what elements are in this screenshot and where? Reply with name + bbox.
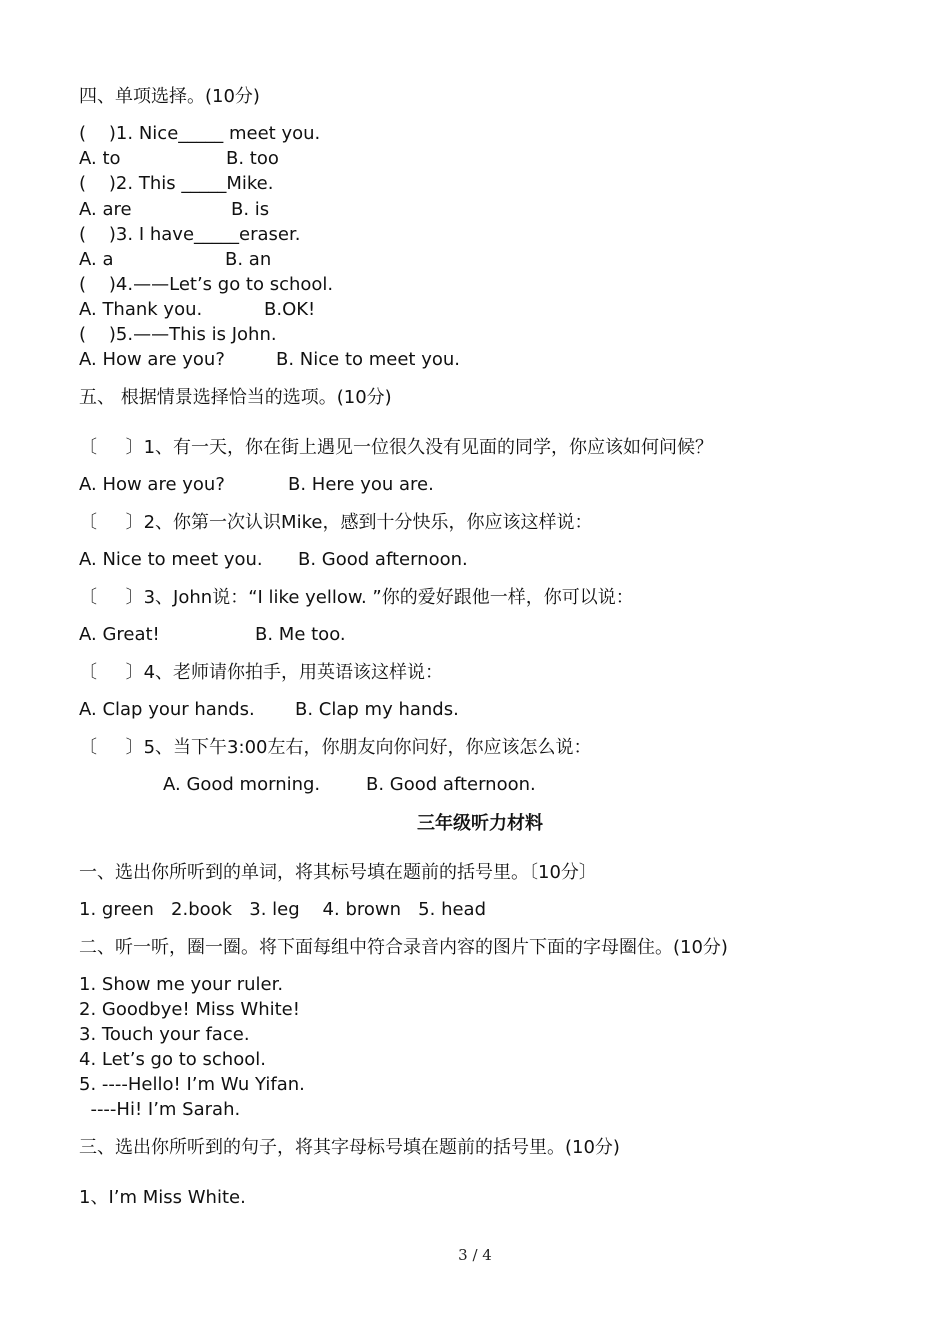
option-a: A. Great! [79, 624, 160, 645]
s4-q3: ( )3. I have_____eraser. [79, 224, 301, 245]
s5-q1: 〔 〕1、有一天，你在街上遇见一位很久没有见面的同学，你应该如何问候？ [79, 437, 714, 458]
listening-part-2-line: 3. Touch your face. [79, 1024, 250, 1045]
listening-part-2-line: 2. Goodbye! Miss White! [79, 999, 300, 1020]
listening-part-1-words: 1. green 2.book 3. leg 4. brown 5. head [79, 899, 487, 920]
option-b: B. Nice to meet you. [276, 349, 460, 370]
s4-q1-options [79, 147, 279, 171]
s4-q2-options [79, 198, 269, 222]
s5-q1-options [79, 473, 434, 497]
s4-q5: ( )5.——This is John. [79, 324, 277, 345]
option-b: B. Good afternoon. [298, 549, 468, 570]
option-a: A. How are you? [79, 349, 225, 370]
option-a: A. Nice to meet you. [79, 549, 263, 570]
s5-q5: 〔 〕5、当下午3:00左右，你朋友向你问好，你应该怎么说： [79, 737, 592, 758]
option-a: A. Good morning. [163, 774, 321, 795]
section-4-title: 四、单项选择。(10分) [79, 86, 260, 107]
s5-q3: 〔 〕3、John说：“I like yellow. ”你的爱好跟他一样，你可以说： [79, 587, 634, 608]
option-a: A. are [79, 199, 132, 220]
s5-q4-options [79, 698, 459, 722]
listening-part-3-title: 三、选出你所听到的句子，将其字母标号填在题前的括号里。(10分) [79, 1137, 620, 1158]
option-b: B. Good afternoon. [366, 774, 536, 795]
option-a: A. Thank you. [79, 299, 203, 320]
option-b: B. is [231, 199, 270, 220]
listening-part-1-title: 一、选出你所听到的单词，将其标号填在题前的括号里。〔10分〕 [79, 862, 597, 883]
s4-q4-options [79, 298, 315, 322]
option-a: A. to [79, 148, 121, 169]
option-b: B. Here you are. [288, 474, 434, 495]
s4-q3-options [79, 248, 271, 272]
s4-q4: ( )4.——Let’s go to school. [79, 274, 334, 295]
listening-part-2-line: 1. Show me your ruler. [79, 974, 284, 995]
option-b: B. Clap my hands. [295, 699, 459, 720]
s5-q2: 〔 〕2、你第一次认识Mike，感到十分快乐，你应该这样说： [79, 512, 593, 533]
option-b: B. Me too. [255, 624, 346, 645]
listening-title: 三年级听力材料 [417, 813, 543, 834]
option-b: B.OK! [264, 299, 316, 320]
s5-q5-options [163, 773, 536, 797]
s5-q2-options [79, 548, 468, 572]
listening-part-2-title: 二、听一听，圈一圈。将下面每组中符合录音内容的图片下面的字母圈住。(10分) [79, 937, 728, 958]
s5-q3-options [79, 623, 346, 647]
s5-q4: 〔 〕4、老师请你拍手，用英语该这样说： [79, 662, 444, 683]
listening-part-2-line: 4. Let’s go to school. [79, 1049, 266, 1070]
option-a: A. a [79, 249, 114, 270]
listening-part-3-line: 1、I’m Miss White. [79, 1187, 246, 1208]
option-a: A. Clap your hands. [79, 699, 255, 720]
s4-q2: ( )2. This _____Mike. [79, 173, 274, 194]
s4-q5-options [79, 348, 460, 372]
listening-part-2-line: ----Hi! I’m Sarah. [79, 1099, 241, 1120]
listening-part-2-line: 5. ----Hello! I’m Wu Yifan. [79, 1074, 305, 1095]
page-number: 3 / 4 [458, 1246, 492, 1264]
option-b: B. an [225, 249, 272, 270]
section-5-title: 五、 根据情景选择恰当的选项。(10分) [79, 387, 392, 408]
option-a: A. How are you? [79, 474, 225, 495]
option-b: B. too [226, 148, 279, 169]
s4-q1: ( )1. Nice_____ meet you. [79, 123, 321, 144]
